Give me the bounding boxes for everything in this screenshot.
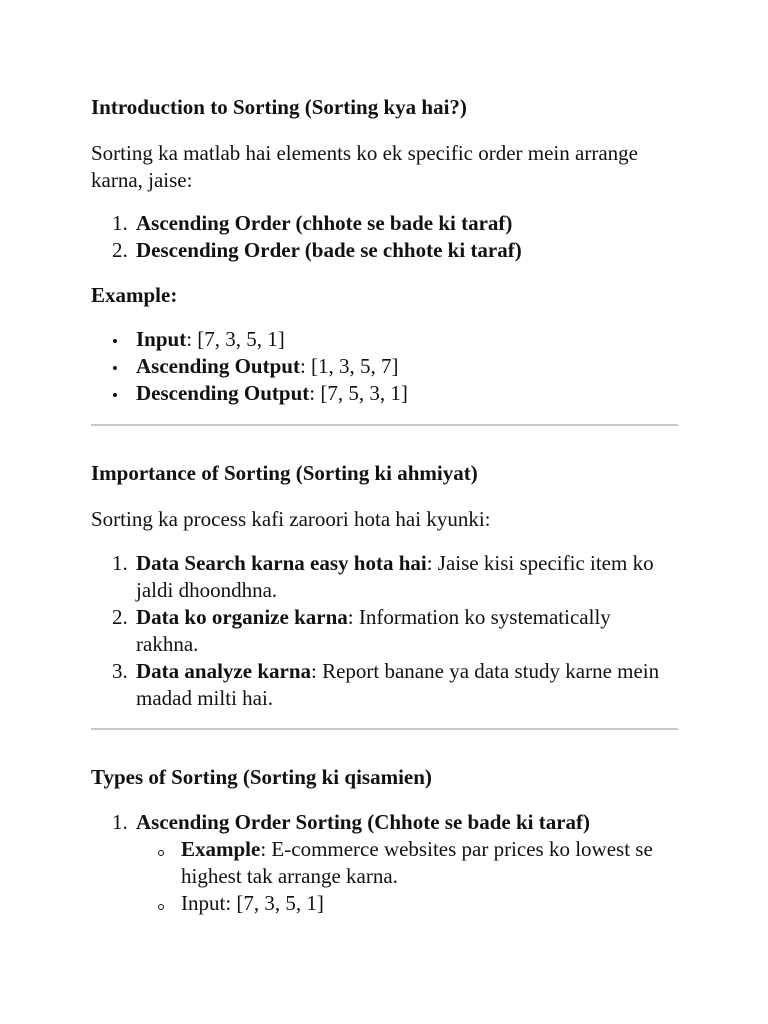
nested-list-item <box>136 890 678 917</box>
horizontal-divider <box>91 728 678 730</box>
list-item <box>91 380 678 407</box>
bullet-icon <box>113 393 117 397</box>
section-heading-importance: Importance of Sorting (Sorting ki ahmiyat) <box>91 461 478 485</box>
list-item <box>91 658 678 712</box>
list-number: 2. <box>112 238 128 262</box>
list-item-bold: Data ko organize karna <box>136 605 348 629</box>
list-item <box>91 809 678 917</box>
list-item <box>91 210 678 237</box>
list-item <box>91 326 678 353</box>
nested-bullet-list <box>136 836 678 917</box>
circle-bullet-icon <box>158 850 164 856</box>
circle-bullet-icon <box>158 904 164 910</box>
list-item <box>91 353 678 380</box>
list-item-bold: Input <box>136 327 187 351</box>
list-number: 1. <box>112 551 128 575</box>
intro-paragraph: Sorting ka process kafi zaroori hota hai kyunki: <box>91 507 491 531</box>
list-item-bold: Ascending Order (chhote se bade ki taraf) <box>136 211 513 235</box>
intro-paragraph: Sorting ka matlab hai elements ko ek specific order mein arrange karna, jaise: <box>91 141 638 192</box>
section-heading-introduction: Introduction to Sorting (Sorting kya hai?) <box>91 95 467 119</box>
list-number: 1. <box>112 810 128 834</box>
list-item-bold: Descending Output <box>136 381 310 405</box>
list-number: 1. <box>112 211 128 235</box>
list-number: 3. <box>112 659 128 683</box>
list-item-text: : [7, 5, 3, 1] <box>309 381 408 405</box>
list-item-text: : Report banane ya data study karne mein madad milti hai. <box>136 659 660 710</box>
list-item-text: : [1, 3, 5, 7] <box>299 354 399 378</box>
importance-list <box>91 550 678 712</box>
list-item-bold: Ascending Output <box>136 354 300 378</box>
types-list <box>91 809 678 917</box>
list-item-bold: Ascending Order Sorting (Chhote se bade ki taraf) <box>136 810 591 834</box>
example-heading: Example: <box>91 283 178 307</box>
bullet-icon <box>113 366 117 370</box>
list-item-bold: Descending Order (bade se chhote ki taraf) <box>136 238 522 262</box>
sorting-order-list <box>91 210 678 264</box>
list-item-bold: Data Search karna easy hota hai <box>136 551 427 575</box>
list-item-text: : Information ko systematically rakhna. <box>136 605 611 656</box>
section-heading-types: Types of Sorting (Sorting ki qisamien) <box>91 765 432 789</box>
list-item-text: : [7, 3, 5, 1] <box>186 327 285 351</box>
example-bullet-list <box>91 326 678 407</box>
nested-list-item <box>136 836 678 890</box>
list-item <box>91 550 678 604</box>
bullet-icon <box>113 339 117 343</box>
list-item-text: : Jaise kisi specific item ko jaldi dhoondhna. <box>136 551 654 602</box>
list-item-text: : E-commerce websites par prices ko lowest se highest tak arrange karna. <box>181 837 653 888</box>
list-item-text: Input: [7, 3, 5, 1] <box>181 891 324 915</box>
list-item <box>91 604 678 658</box>
list-item-bold: Example <box>181 837 261 861</box>
list-item-bold: Data analyze karna <box>136 659 311 683</box>
list-number: 2. <box>112 605 128 629</box>
horizontal-divider <box>91 424 678 426</box>
list-item <box>91 237 678 264</box>
